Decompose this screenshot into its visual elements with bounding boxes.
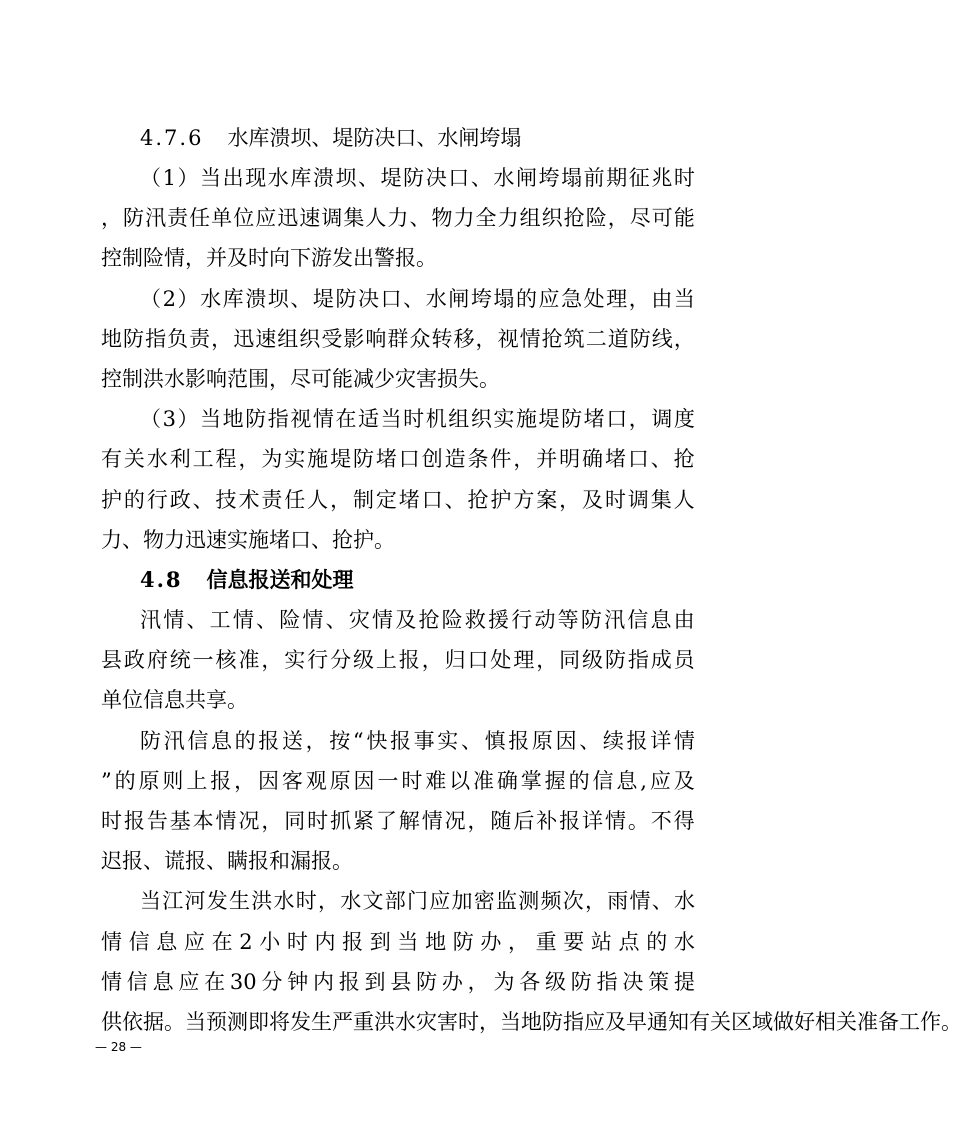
text-line: 控制洪水影响范围，尽可能减少灾害损失。 [101, 367, 500, 391]
page-number: — 28 — [95, 1040, 142, 1054]
text-line: 有 关 水 利 工 程 ， 为 实 施 堤 防 堵 口 创 造 条 件 ， 并 明 确 堵 口 、 抢 [101, 447, 695, 471]
text-line: 单位信息共享。 [101, 688, 248, 712]
text-line: 供 依 据 。 当 预 测 即 将 发 生 严 重 洪 水 灾 害 时 ， 当 地 防 指 应 及 早 通 知 有 关 区 域 做 好 相 关 准 备 工 作 。 [101, 1010, 962, 1034]
text-line: ， 防 汛 责 任 单 位 应 迅 速 调 集 人 力 、 物 力 全 力 组 织 抢 险 ， 尽 可 能 [101, 206, 695, 230]
text-line: 情 信 息 应 在 30 分 钟 内 报 到 县 防 办 ， 为 各 级 防 指 决 策 提 [101, 970, 695, 994]
text-line: 控制险情，并及时向下游发出警报。 [101, 246, 437, 270]
text-line: 县 政 府 统 一 核 准 ， 实 行 分 级 上 报 ， 归 口 处 理 ， 同 级 防 指 成 员 [101, 648, 695, 672]
text-line: 情 信 息 应 在 2 小 时 内 报 到 当 地 防 办 ， 重 要 站 点 的 水 [101, 930, 695, 954]
text-line: 时 报 告 基 本 情 况 ， 同 时 抓 紧 了 解 情 况 ， 随 后 补 报 详 情 。 不 得 [101, 809, 695, 833]
section-heading-4-7-6 [140, 123, 521, 153]
text-line: （ 3 ） 当 地 防 指 视 情 在 适 当 时 机 组 织 实 施 堤 防 堵 口 ， 调 度 [140, 407, 695, 431]
text-line: 护 的 行 政 、 技 术 责 任 人 ， 制 定 堵 口 、 抢 护 方 案 ， 及 时 调 集 人 [101, 488, 695, 512]
section-number: 4.8 [140, 567, 183, 592]
section-heading-4-8 [140, 565, 354, 595]
text-line: ” 的 原 则 上 报 ， 因 客 观 原 因 一 时 难 以 准 确 掌 握 的 信 息 , 应 及 [101, 769, 695, 793]
text-line: （ 1 ） 当 出 现 水 库 溃 坝 、 堤 防 决 口 、 水 闸 垮 塌 前 期 征 兆 时 [140, 166, 695, 190]
text-line: 地 防 指 负 责 ， 迅 速 组 织 受 影 响 群 众 转 移 ， 视 情 抢 筑 二 道 防 线 ， [101, 327, 695, 351]
text-line: 汛 情 、 工 情 、 险 情 、 灾 情 及 抢 险 救 援 行 动 等 防 汛 信 息 由 [140, 608, 695, 632]
text-line: 防 汛 信 息 的 报 送 ， 按 “ 快 报 事 实 、 慎 报 原 因 、 续 报 详 情 [140, 729, 695, 753]
section-title: 信息报送和处理 [206, 567, 354, 592]
text-line: （ 2 ） 水 库 溃 坝 、 堤 防 决 口 、 水 闸 垮 塌 的 应 急 处 理 ， 由 当 [140, 287, 695, 311]
text-line: 迟报、谎报、瞒报和漏报。 [101, 849, 353, 873]
section-number: 4.7.6 [140, 126, 204, 150]
text-line: 力、物力迅速实施堵口、抢护。 [101, 528, 395, 552]
section-title: 水库溃坝、堤防决口、水闸垮塌 [227, 126, 522, 150]
text-line: 当 江 河 发 生 洪 水 时 ， 水 文 部 门 应 加 密 监 测 频 次 ， 雨 情 、 水 [140, 889, 695, 913]
